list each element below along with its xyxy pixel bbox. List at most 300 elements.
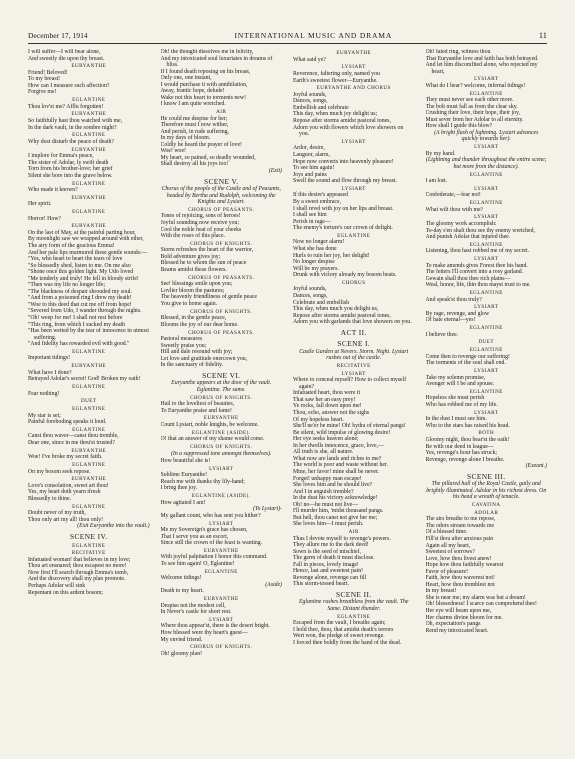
text-line: This day, when much you delight us,: [293, 306, 379, 313]
text-line: Languor, alarm,: [293, 151, 330, 158]
speaker-label: DUET: [80, 398, 97, 405]
speaker-label: LYSIART: [474, 185, 499, 192]
text-line: Who to the stars has raised his head.: [425, 422, 510, 429]
text-line: Forgive me!: [28, 89, 57, 96]
text-line: The heavenly friendliness of gentle peace: [160, 294, 257, 301]
text-line: Favor of pleasure!: [425, 568, 468, 575]
scene-heading: SCENE VI.: [202, 370, 241, 380]
text-line: The airy form of the gracious Emma!: [28, 243, 115, 249]
text-line: Must sever from her Adolar to all eternity.: [425, 116, 524, 123]
stage-direction: (A bright flash of lightning. Lysiart advances quickly towards her).: [434, 129, 539, 143]
text-line: Lovlier bloom the pastures;: [160, 287, 225, 294]
stage-direction: The pillared hall of the Royal Castle, gaily and brightly illuminated. Adolar in his richest dress. On his head a wreath of tenacle.: [426, 481, 547, 501]
text-line: Be with our deed in league—: [425, 443, 494, 450]
text-line: Why dost disturb the peace of death?: [28, 138, 114, 145]
speaker-label: CHORUS OF KNIGHTS.: [190, 308, 253, 315]
text-line: I know I am quite wretched.: [160, 101, 226, 108]
text-line: I will suffer—I will bear alone,: [28, 49, 101, 55]
text-line: Dances, songs,: [293, 293, 328, 299]
text-line: Listening, thou hast robbed me of my secret.: [425, 248, 530, 255]
speaker-label: LYSIART: [474, 76, 499, 83]
text-line: "Severed from Udo, I wander through the nights.: [28, 308, 142, 315]
text-line: I shall see him: [293, 212, 327, 219]
text-line: Where to conceal myself? How to collect myself again?: [293, 377, 407, 390]
speaker-label: CHORUS OF PEASANTS.: [188, 206, 255, 213]
text-line: Celebrate and embellish: [293, 299, 350, 306]
text-line: In Never's castle for short rest.: [160, 609, 232, 616]
text-line: Doubt never of my truth,: [28, 510, 86, 517]
text-line: Drunk with victory already my bosom beats.: [293, 272, 397, 279]
text-line: Hail to the loveliest of beauties,: [160, 401, 235, 408]
text-line: All truth is she, all nature.: [293, 449, 354, 456]
text-line: Joyful sounding now receive you;: [160, 220, 240, 226]
text-line: To see him again! O, Eglantine!: [160, 561, 235, 567]
text-line: Dear one, since in me thou'st trusted?: [28, 439, 115, 446]
text-line: Canst thou waver—canst thou tremble,: [28, 433, 119, 440]
text-line: Love, how thou livest anew!: [425, 555, 492, 562]
text-line: What have I done?: [28, 369, 72, 376]
text-line: Sweetly praise you;: [160, 342, 207, 349]
text-line: Perhaps Adolar will sink: [28, 583, 86, 589]
text-line: Reverence, faltering only, named you: [293, 71, 380, 78]
text-line: See! blessings smile upon you;: [160, 281, 233, 288]
text-line: Oh! blessedness! I scarce can comprehend thee!: [425, 601, 537, 608]
text-line: Wake not this heart to torments new!: [160, 94, 246, 101]
speaker-label: CHORUS OF KNIGHTS.: [190, 443, 253, 450]
speaker-label: EGLANTINE: [72, 97, 106, 104]
text-line: Who made it known?: [28, 187, 78, 194]
text-line: Of a blessed time.: [425, 529, 468, 536]
text-line: Reach me with thanks thy lily-hand;: [160, 478, 245, 485]
text-line: If I found death reposing on his breast,: [160, 68, 251, 75]
stage-direction: (Exit Euryanthe into the vault.): [77, 523, 150, 530]
text-line: And let him discomfited alone, who rejected my heart,: [425, 62, 538, 75]
text-line: Oh! fated ring, witness thou: [425, 49, 491, 55]
speaker-label: EURYANTHE: [71, 111, 107, 118]
text-line: I shall revel with joy on her lips and breast.: [293, 205, 394, 212]
text-line: The bolt must fall as from the clear sky.: [425, 103, 518, 110]
speaker-label: EGLANTINE (ASIDE).: [191, 493, 251, 500]
text-line: Revenge, revenge alone I breathe.: [425, 456, 505, 463]
text-line: And her pale lips murmured these gentle sounds:—: [28, 249, 148, 256]
speaker-label: EURYANTHE: [71, 223, 107, 230]
text-line: Forget! unhappy man escape!: [293, 475, 362, 482]
text-line: Oh! gloomy plan!: [160, 650, 203, 657]
speaker-label: EURYANTHE: [203, 547, 239, 554]
text-line: Will be my prayers.: [293, 265, 339, 272]
speaker-label: EURYANTHE: [203, 596, 239, 603]
text-line: Horror! How?: [28, 215, 61, 222]
speaker-label: EURYANTHE: [71, 146, 107, 153]
text-line: Repentant on this ardent bosom;: [28, 589, 104, 596]
text-line: Swell the sound and flow through my breast.: [293, 178, 398, 185]
speaker-label: LYSIART: [341, 64, 366, 71]
text-line: She'll ne'er be mine! Oh! hydra of eternal pangs!: [293, 423, 406, 430]
speaker-label: BOTH: [478, 430, 495, 437]
text-line: In the dust his victory acknowledge!: [293, 495, 378, 502]
text-line: Who has robbed me of my life.: [425, 401, 498, 408]
text-line: She loves him—I must perish.: [293, 521, 364, 528]
text-line: By rage, revenge, and glow: [425, 310, 490, 317]
text-line: If this desire's appeased: [293, 192, 348, 199]
text-line: Thou lov'st me? Afflu forgotten!: [28, 103, 104, 110]
scene-heading: SCENE IV.: [69, 531, 108, 541]
text-line: That Euryanthe love and faith has both betrayed.: [425, 55, 539, 62]
stage-direction: (Exeunt.): [525, 463, 547, 470]
text-line: On the last of May, at the painful parting hour,: [28, 229, 136, 236]
text-line: Therefore must I now wither,: [160, 122, 229, 129]
speaker-label: EURYANTHE: [71, 194, 107, 201]
text-line: Yes, revenge's hour has struck;: [425, 450, 497, 457]
column-1: [28, 49, 150, 749]
text-line: This day, when much joy delight us;: [293, 111, 378, 118]
text-line: "And fidelity has rewarded evil with good.": [28, 341, 130, 348]
text-line: And my intoxicated soul luxuriates in dreams of bliss.: [160, 55, 273, 69]
text-line: Of hate eternal—yes!: [425, 317, 476, 324]
text-line: Yes, my heart doth yearn ifresh: [28, 489, 101, 496]
speaker-label: CHORUS OF PEASANTS.: [188, 274, 255, 281]
text-line: The torments of the soul shall end.: [425, 360, 506, 367]
page-header: [28, 0, 547, 44]
speaker-label: ADOLAR: [474, 509, 499, 516]
speaker-label: LYSIART: [474, 214, 499, 221]
stage-direction: (Lightning and thunder throughout the entire scene; but more from the distance).: [425, 157, 547, 170]
text-line: Gewain shall thou thee rich plains—: [425, 275, 511, 282]
speaker-label: EURYANTHE: [336, 50, 372, 57]
text-line: The odors stream towards me: [425, 522, 495, 529]
text-line: Adorn you with flowers which love showers on you.: [293, 124, 404, 138]
text-line: "Oh! weep for me! I shall not rest before: [28, 315, 123, 322]
speaker-label: EGLANTINE: [72, 348, 106, 355]
text-line: How can I measure such affection?: [28, 82, 110, 89]
text-line: Thus I devote myself to revenge's powers.: [293, 535, 391, 542]
text-line: Thou only art my all! thou only!: [28, 516, 104, 523]
text-line: Friend! Beloved!: [28, 69, 68, 76]
text-line: Tones of rejoicing, sons of heroes!: [160, 213, 241, 220]
text-line: Repose after storms amidst pastoral tones,: [293, 118, 391, 125]
text-line: Heart, how thou tremblest not: [425, 581, 495, 588]
stage-direction: (Exit): [268, 168, 282, 175]
text-line: I would purchase it with annihilation,: [160, 81, 248, 88]
speaker-label: EGLANTINE: [72, 503, 106, 510]
speaker-label: DUET: [478, 339, 495, 346]
text-line: Shall destroy all his joys too!: [160, 161, 229, 168]
stage-direction: Euryanthe appears at the door of the vault. Eglantine. The same.: [171, 380, 272, 393]
speaker-label: EGLANTINE: [469, 388, 503, 395]
text-line: Thou, echo, answer not the sighs: [293, 410, 370, 417]
speaker-label: EURYANTHE: [71, 476, 107, 483]
speaker-label: EGLANTINE: [337, 232, 371, 239]
text-line: Bold adventure gives joy;: [160, 253, 221, 260]
text-line: Despise not the modest cell,: [160, 602, 226, 609]
text-line: Gloomy night, thou bear'st the oath!: [425, 437, 510, 443]
speaker-label: LYSIART: [474, 256, 499, 263]
text-line: Avenger will I be and spouse.: [425, 381, 495, 388]
speaker-label: CHORUS OF KNIGHTS.: [190, 394, 253, 401]
text-line: The sister of Adolar, ly swift death: [28, 159, 109, 166]
speaker-label: LYSIART: [341, 185, 366, 192]
speaker-label: RECITATIVE: [336, 363, 371, 370]
text-line: And punish Adolar that injured thee.: [425, 234, 511, 241]
text-line: Now first I'll search through Emma's tomb,: [28, 569, 129, 576]
text-line: Again all my heart,: [425, 542, 471, 549]
text-line: "The blackness of despair shrouded my soul.: [28, 288, 132, 295]
column-2: [161, 49, 283, 749]
speaker-label: EURYANTHE: [203, 415, 239, 422]
text-line: My heart, so pained, so deadly wounded,: [160, 154, 256, 161]
scene-heading: SCENE I.: [337, 339, 371, 349]
text-line: Infatuated heart, thou were it: [293, 390, 361, 397]
scene-heading: SCENE II.: [335, 589, 372, 599]
speaker-label: LYSIART: [209, 616, 234, 623]
text-line: Crushing their love, their hope, their joy,: [425, 110, 520, 117]
text-line: Woe! I've broke my secret faith.: [28, 454, 103, 461]
speaker-label: EGLANTINE (ASIDE).: [191, 429, 251, 436]
speaker-label: EGLANTINE: [469, 200, 503, 207]
text-line: Where thou appear'st, there is the desert bright.: [160, 623, 270, 630]
text-line: Embellish and celebrate: [293, 104, 349, 111]
text-line: Thou art ensnared; thou escapest no more!: [28, 563, 127, 570]
text-line: Death to my heart.: [160, 588, 204, 595]
text-line: "This ring, from which I sucked my death: [28, 321, 126, 328]
speaker-label: EURYANTHE: [71, 447, 107, 454]
text-line: On my bosom seek repose.: [28, 468, 91, 475]
text-line: Joyful sounds,: [293, 286, 327, 293]
text-line: Of my hopeless heart.: [293, 416, 344, 423]
speaker-label: LYSIART: [474, 367, 499, 374]
speaker-label: EURYANTHE AND CHORUS: [316, 85, 391, 92]
text-line: What do I hear? welcome, infernal tidings!: [425, 82, 526, 89]
text-line: What she has done: [293, 245, 337, 252]
text-line: The airs breathe to me repose,: [425, 516, 496, 523]
text-line: Beams amidst these flowers.: [160, 267, 227, 274]
speaker-label: EGLANTINE: [72, 542, 106, 549]
text-line: Hill and dale resound with joy;: [160, 349, 233, 356]
text-line: I'll murder him, 'midst thousand pangs.: [293, 508, 384, 515]
stage-direction: (In a suppressed tone amongst themselves).: [170, 450, 272, 457]
text-line: Hope how thou faithfully wearest: [425, 562, 504, 569]
publication-title: INTERNATIONAL MUSIC AND DRAMA: [234, 31, 393, 40]
text-line: In my breast!: [425, 588, 457, 595]
text-line: With the roses of this place.: [160, 233, 225, 240]
text-line: To make amends gives Forest thee his hand.: [425, 262, 528, 269]
text-line: And the discovery shall my plan promote.: [28, 576, 126, 583]
speaker-label: LYSIART: [474, 144, 499, 151]
text-line: Sown is the seed of mischief,: [293, 548, 361, 555]
text-line: Hurls to ruin her joy, her delight!: [293, 252, 370, 259]
speaker-label: EGLANTINE: [72, 132, 106, 139]
text-line: In the dark vault, in the sombre night?: [28, 124, 117, 131]
text-line: Storm refreshes the heart of the warrior,: [160, 247, 254, 254]
text-line: And perish, in rude suffering,: [160, 128, 229, 135]
text-line: My gallant count, who has sent you hither?: [160, 512, 261, 519]
text-line: By moonlight saw we wrapped around with ether,: [28, 236, 144, 243]
text-line: Mine, her favor! mine shall be never.: [293, 468, 379, 475]
text-line: "Me tenderly and truly! He fell in bloody strife!: [28, 275, 139, 282]
scene-heading: SCENE V.: [203, 176, 239, 186]
text-line: By a sweet embrace,: [293, 198, 341, 205]
text-line: Away, frantic hope, delude!: [160, 88, 225, 95]
text-line: Joys and pains: [293, 171, 327, 178]
text-line: In her dwells innocence, grace, love,—: [293, 442, 384, 449]
text-line: So faithfully hast thou watched with me,: [28, 118, 123, 125]
speaker-label: EGLANTINE: [204, 568, 238, 575]
text-line: Hence, last and sweetest pain!: [293, 568, 364, 575]
text-line: Blessed he to whom the sun of peace: [160, 260, 247, 267]
text-line: O! that an answer of my shame would come.: [160, 436, 265, 443]
text-line: Ardor, desire,: [293, 145, 325, 152]
text-line: The world is poor and waste without her.: [293, 462, 388, 469]
stage-direction: Eglantine rushes breathless from the vault. The Same. Distant thunder.: [298, 599, 409, 613]
text-line: Woe! woe!: [160, 148, 186, 155]
text-line: He could me despise for her;: [160, 115, 228, 122]
text-line: That saw her an easy prey!: [293, 396, 356, 403]
text-line: The enemy's torture's our crown of delight.: [293, 225, 393, 232]
text-line: Coldly he heard the prayer of love!: [160, 141, 242, 148]
text-line: Confederate,—fear not!: [425, 192, 481, 199]
text-line: Me my Sovereign's grace has chosen,: [160, 527, 248, 534]
text-line: Blessedly to thine.: [28, 495, 71, 502]
stage-direction: (Aside): [265, 581, 282, 588]
text-line: Sublime Euryanthe!: [160, 472, 208, 479]
text-line: I believe thee.: [425, 331, 459, 338]
text-line: What said ye?: [293, 56, 326, 63]
speaker-label: AIR: [216, 109, 227, 116]
speaker-label: EGLANTINE: [469, 90, 503, 97]
text-line: I am lost.: [425, 178, 448, 185]
column-4: [426, 49, 548, 749]
speaker-label: EGLANTINE: [469, 171, 503, 178]
text-line: Adorn you with garlands that love showers on you.: [293, 319, 412, 326]
speaker-label: EGLANTINE: [72, 406, 106, 413]
speaker-label: EGLANTINE: [469, 347, 503, 354]
text-line: I forced thee boldly from the hand of the dead.: [293, 639, 402, 646]
text-line: Her eye seeks heaven alone;: [293, 436, 359, 443]
speaker-label: LYSIART: [209, 520, 234, 527]
speaker-label: CHORUS: [341, 279, 366, 286]
text-line: Revenge alone, revenge can fill: [293, 574, 367, 581]
text-line: Hope now converts into heavenly pleasure!: [293, 158, 394, 165]
text-line: Silent she bore into the grave below.: [28, 172, 113, 179]
text-line: Fall in pieces, lovely image!: [293, 561, 359, 568]
text-line: She loves him and he should live?: [293, 482, 373, 489]
text-line: What wilt thou with me?: [425, 206, 484, 213]
text-line: What now are lands and riches to me?: [293, 455, 382, 462]
text-line: "Shone once this golden light. My Udo loved: [28, 269, 134, 276]
text-line: I bring thee joy.: [160, 485, 198, 492]
text-line: That I serve you as an escort,: [160, 533, 229, 540]
text-line: This storm-tossed heart.: [293, 581, 349, 588]
speaker-label: EGLANTINE: [469, 290, 503, 297]
text-line: Her spirit.: [28, 201, 52, 208]
stage-direction: (To Lysiart)-: [252, 506, 282, 513]
text-line: The gloomy work accomplish:: [425, 220, 497, 227]
text-line: The fetters I'll convert into a rosy garland.: [425, 269, 524, 276]
text-line: And speak'st thou truly?: [425, 296, 482, 303]
text-line: You give to home again.: [160, 300, 218, 307]
text-line: Love's consolation, sweet art thou!: [28, 482, 109, 489]
text-line: Escaped from the vault, I breathe again;: [293, 620, 386, 627]
speaker-label: LYSIART: [474, 409, 499, 416]
text-line: To my breast!: [28, 76, 61, 83]
text-line: Painful foreboding speaks it loud.: [28, 419, 107, 426]
text-line: Betrayed Adolar's secret! God! Broken my oath!: [28, 376, 141, 383]
text-line: Faith, how thou waverest not!: [425, 575, 495, 582]
text-line: Fear nothing!: [28, 390, 60, 397]
text-line: And sweetly die upon thy breast.: [28, 55, 105, 62]
text-line: In my days of bloom.: [160, 135, 211, 142]
text-line: Perish in rage—: [293, 218, 331, 225]
text-line: I hold thee, thou, that amidst death's terrors: [293, 626, 394, 633]
text-line: "Yes, who heart to heart the tears of love: [28, 256, 123, 263]
speaker-label: EGLANTINE: [72, 426, 106, 433]
speaker-label: EGLANTINE: [72, 209, 106, 216]
text-line: Fill'st thou after anxious pain: [425, 535, 494, 542]
column-3: [293, 49, 415, 749]
text-line: With joyful palpitation I honor this command.: [160, 554, 268, 561]
speaker-label: EGLANTINE: [337, 613, 371, 620]
text-line: Oh! no—he must not live—: [293, 501, 359, 508]
speaker-label: EURYANTHE: [71, 363, 107, 370]
text-line: Now no longer alarm!: [293, 239, 345, 246]
text-line: Pastoral measures: [160, 336, 203, 343]
text-line: They must never see each other more.: [425, 97, 514, 104]
stage-direction: Chorus of the people of the Castle and of Peasants, headed by Bertha and Rudolph, welcoming the Knights and Lysiart.: [161, 186, 281, 206]
speaker-label: LYSIART: [341, 138, 366, 145]
text-line: My star is set;: [28, 412, 61, 419]
text-line: Repose after storms amidst pastoral tones,: [293, 312, 391, 319]
text-line: Rend my intoxicated heart.: [425, 627, 489, 634]
text-line: Torn from his brother-love; her grief: [28, 166, 113, 173]
speaker-label: EGLANTINE: [72, 462, 106, 468]
text-line: I implore for Emma's peace,: [28, 153, 94, 160]
text-line: And I in anguish tremble?: [293, 488, 354, 495]
text-line: They allure me to the dark deed!: [293, 542, 369, 549]
text-line: Joyful sounds,: [293, 91, 327, 98]
text-line: To Euryanthe praise and fame!: [160, 407, 232, 414]
text-line: How blessed were thy heart's guest—: [160, 630, 248, 637]
text-line: Let love and gratitude enercown you,: [160, 355, 248, 362]
text-line: How shall I guide this blow?: [425, 123, 493, 130]
speaker-label: CHORUS OF KNIGHTS.: [190, 644, 253, 651]
scene-heading: ACT II.: [340, 327, 367, 337]
text-line: How agitated I am!: [160, 499, 206, 506]
text-line: "So blessedly shed, listen to me. On me also: [28, 262, 131, 269]
text-line: Welcome tidings!: [160, 575, 202, 582]
text-line: My envied friend.: [160, 636, 203, 643]
text-line: She is near me; my alarm was but a dream!: [425, 594, 526, 601]
text-line: Come then to revenge our suffering!: [425, 353, 510, 360]
text-line: How beautiful she is!: [160, 458, 211, 465]
text-line: Oh! the thought dissolves me in felicity,: [160, 49, 254, 55]
text-line: Blessed, in the gentle peace,: [160, 315, 227, 322]
text-line: "Then was my life no longer life;: [28, 282, 106, 289]
text-line: "Has been wetted by the tear of innocence in utmost suffering.: [28, 328, 150, 341]
text-line: Hopeless she must perish: [425, 395, 485, 402]
text-line: No longer despise: [293, 259, 335, 266]
text-line: But hell, thou canst not give her me;: [293, 514, 378, 521]
text-line: Be silent, wild impulse of glowing desire!: [293, 429, 391, 436]
text-line: In the sanctuary of fidelity.: [160, 362, 224, 369]
speaker-label: EGLANTINE: [469, 325, 503, 332]
text-line: Important tidings!: [28, 355, 71, 362]
issue-date: December 17, 1914: [28, 31, 88, 40]
text-line: Earth's sweetest flower—Euryanthe.: [293, 77, 378, 84]
speaker-label: EGLANTINE: [72, 180, 106, 187]
text-columns: [28, 49, 547, 749]
text-line: Oh, expectation's pangs: [425, 621, 481, 628]
text-line: In the dust I must see him.: [425, 416, 487, 423]
